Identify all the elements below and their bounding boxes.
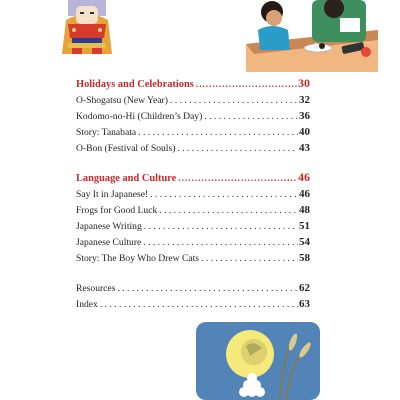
dot-leader	[157, 203, 298, 218]
toc-page-number: 48	[299, 204, 310, 216]
dot-leader	[98, 297, 298, 312]
toc-entry[interactable]	[76, 202, 310, 218]
toc-section-title: Holidays and Celebrations	[76, 79, 194, 90]
toc-section-heading[interactable]	[76, 74, 310, 92]
toc-entry-label: Resources	[76, 283, 116, 294]
dot-leader	[175, 141, 298, 156]
toc-entry[interactable]	[76, 296, 310, 312]
toc-page-number: 40	[299, 126, 310, 138]
festival-doll-illustration	[54, 0, 120, 54]
toc-section-language	[76, 168, 310, 266]
toc-entry[interactable]	[76, 140, 310, 156]
toc-page-number: 51	[299, 220, 310, 232]
toc-entry[interactable]	[76, 234, 310, 250]
toc-entry-label: Index	[76, 299, 98, 310]
dot-leader	[142, 219, 298, 234]
toc-page-number: 30	[298, 76, 310, 90]
dot-leader	[148, 187, 298, 202]
toc-entry[interactable]	[76, 92, 310, 108]
moon-viewing-illustration	[196, 322, 320, 400]
toc-entry-label: Kodomo-no-Hi (Children’s Day)	[76, 111, 203, 122]
dot-leader	[199, 251, 298, 266]
toc-page-number: 54	[299, 236, 310, 248]
toc-entry-label: Say It in Japanese!	[76, 189, 149, 200]
dot-leader	[194, 76, 297, 92]
toc-entry-label: Story: The Boy Who Drew Cats	[76, 253, 200, 264]
toc-entry-label: Japanese Writing	[76, 221, 142, 232]
toc-entry[interactable]	[76, 124, 310, 140]
toc-page-number: 46	[298, 170, 310, 184]
dot-leader	[176, 170, 297, 186]
toc-section-title: Language and Culture	[76, 173, 177, 184]
toc-entry[interactable]	[76, 218, 310, 234]
toc-entry-label: Story: Tanabata	[76, 127, 137, 138]
toc-page-number: 58	[299, 252, 310, 264]
toc-entry[interactable]	[76, 108, 310, 124]
toc-entry[interactable]	[76, 280, 310, 296]
toc-page-number: 43	[299, 142, 310, 154]
toc-entry-label: Japanese Culture	[76, 237, 142, 248]
toc-entry[interactable]	[76, 186, 310, 202]
toc-entry-label: Frogs for Good Luck	[76, 205, 158, 216]
toc-entry-label: O-Bon (Festival of Souls)	[76, 143, 176, 154]
toc-section-holidays	[76, 74, 310, 156]
dot-leader	[202, 109, 298, 124]
dot-leader	[141, 235, 298, 250]
toc-page-number: 46	[299, 188, 310, 200]
toc-entry-label: O-Shogatsu (New Year)	[76, 95, 168, 106]
dot-leader	[168, 93, 298, 108]
dot-leader	[115, 281, 298, 296]
toc-page-number: 32	[299, 94, 310, 106]
dot-leader	[136, 125, 298, 140]
family-cooking-illustration	[246, 0, 378, 72]
toc-page-number: 62	[299, 282, 310, 294]
toc-page-number: 36	[299, 110, 310, 122]
toc-page-number: 63	[299, 298, 310, 310]
toc-back-matter	[76, 280, 310, 312]
toc-section-heading[interactable]	[76, 168, 310, 186]
toc-entry[interactable]	[76, 250, 310, 266]
